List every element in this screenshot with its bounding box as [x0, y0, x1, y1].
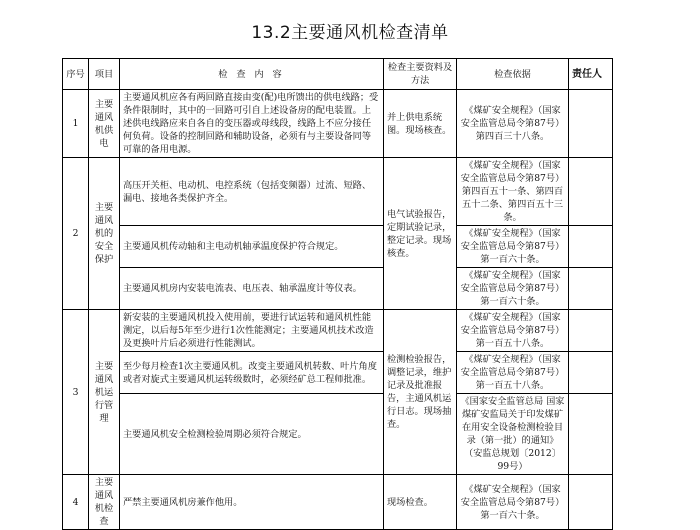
row-item: 主要通风机检查 — [89, 475, 120, 530]
header-method: 检查主要资料及方法 — [384, 59, 457, 90]
row-responsible — [569, 268, 613, 310]
row-content: 新安装的主要通风机投入使用前，要进行试运转和通风机性能测定，以后每5年至少进行1次性能测定；主要通风机技术改造及更换叶片后必须进行性能测试。 — [120, 310, 384, 352]
row-number: 1 — [63, 90, 89, 158]
inspection-table — [62, 58, 613, 530]
row-number: 3 — [63, 310, 89, 475]
row-responsible — [569, 310, 613, 352]
row-responsible — [569, 158, 613, 226]
row-content: 主要通风机传动轴和主电动机轴承温度保护符合规定。 — [120, 226, 384, 268]
table-row — [63, 158, 613, 226]
row-content: 主要通风机应各有两回路直接由变(配)电所馈出的供电线路；受条件限制时，其中的一回路可引自上述设备房的配电装置。上述供电线路应来自各自的变压器或母线段，线路上不应分接任何负荷。设备的控制回路和辅助设备，必须有与主要设备同等可靠的备用电源。 — [120, 90, 384, 158]
row-basis: 《煤矿安全规程》（国家安全监管总局令第87号）第一百五十八条。 — [457, 310, 569, 352]
table-row — [63, 352, 613, 394]
header-no: 序号 — [63, 59, 89, 90]
row-method: 并上供电系统图。现场核查。 — [384, 90, 457, 158]
header-basis: 检查依据 — [457, 59, 569, 90]
row-content: 主要通风机房内安装电流表、电压表、轴承温度计等仪表。 — [120, 268, 384, 310]
table-row — [63, 310, 613, 352]
row-content: 严禁主要通风机房兼作他用。 — [120, 475, 384, 530]
row-content: 至少每月检查1次主要通风机。改变主要通风机转数、叶片角度或者对旋式主要通风机运转级数时，必须经矿总工程师批准。 — [120, 352, 384, 394]
row-responsible — [569, 226, 613, 268]
table-row — [63, 90, 613, 158]
row-method: 检测检验报告，调整记录，维护记录及批准报告，主通风机运行日志。现场抽查。 — [384, 310, 457, 475]
row-content: 高压开关柜、电动机、电控系统（包括变频器）过流、短路、漏电、接地各类保护齐全。 — [120, 158, 384, 226]
header-item: 项目 — [89, 59, 120, 90]
row-responsible — [569, 90, 613, 158]
row-basis: 《煤矿安全规程》（国家安全监管总局令第87号）第四百五十一条、第四百五十二条、第四百五十三条。 — [457, 158, 569, 226]
page-title: 13.2主要通风机检查清单 — [251, 23, 449, 43]
table-row — [63, 226, 613, 268]
row-basis: 《煤矿安全规程》（国家安全监管总局令第87号）第一百六十条。 — [457, 475, 569, 530]
row-basis: 《煤矿安全规程》（国家安全监管总局令第87号）第四百三十八条。 — [457, 90, 569, 158]
row-item: 主要通风机运行管理 — [89, 310, 120, 475]
row-method: 电气试验报告，定期试验记录，整定记录。现场核查。 — [384, 158, 457, 310]
table-row — [63, 394, 613, 475]
table-row — [63, 475, 613, 530]
row-basis: 《国家安全监管总局 国家煤矿安监局关于印发煤矿在用安全设备检测检验目录（第一批）的通知》（安监总规划〔2012〕99号） — [457, 394, 569, 475]
row-method: 现场检查。 — [384, 475, 457, 530]
row-number: 2 — [63, 158, 89, 310]
row-basis: 《煤矿安全规程》（国家安全监管总局令第87号）第一百六十条。 — [457, 268, 569, 310]
row-number: 4 — [63, 475, 89, 530]
row-content: 主要通风机安全检测检验周期必须符合规定。 — [120, 394, 384, 475]
header-row — [63, 59, 613, 90]
table-row — [63, 268, 613, 310]
row-item: 主要通风机的安全保护 — [89, 158, 120, 310]
header-content: 检 查 内 容 — [120, 59, 384, 90]
row-item: 主要通风机供电 — [89, 90, 120, 158]
row-basis: 《煤矿安全规程》（国家安全监管总局令第87号）第一百五十八条。 — [457, 352, 569, 394]
row-responsible — [569, 352, 613, 394]
header-responsible: 责任人 — [569, 59, 613, 90]
row-basis: 《煤矿安全规程》（国家安全监管总局令第87号）第一百六十条。 — [457, 226, 569, 268]
row-responsible — [569, 475, 613, 530]
row-responsible — [569, 394, 613, 475]
